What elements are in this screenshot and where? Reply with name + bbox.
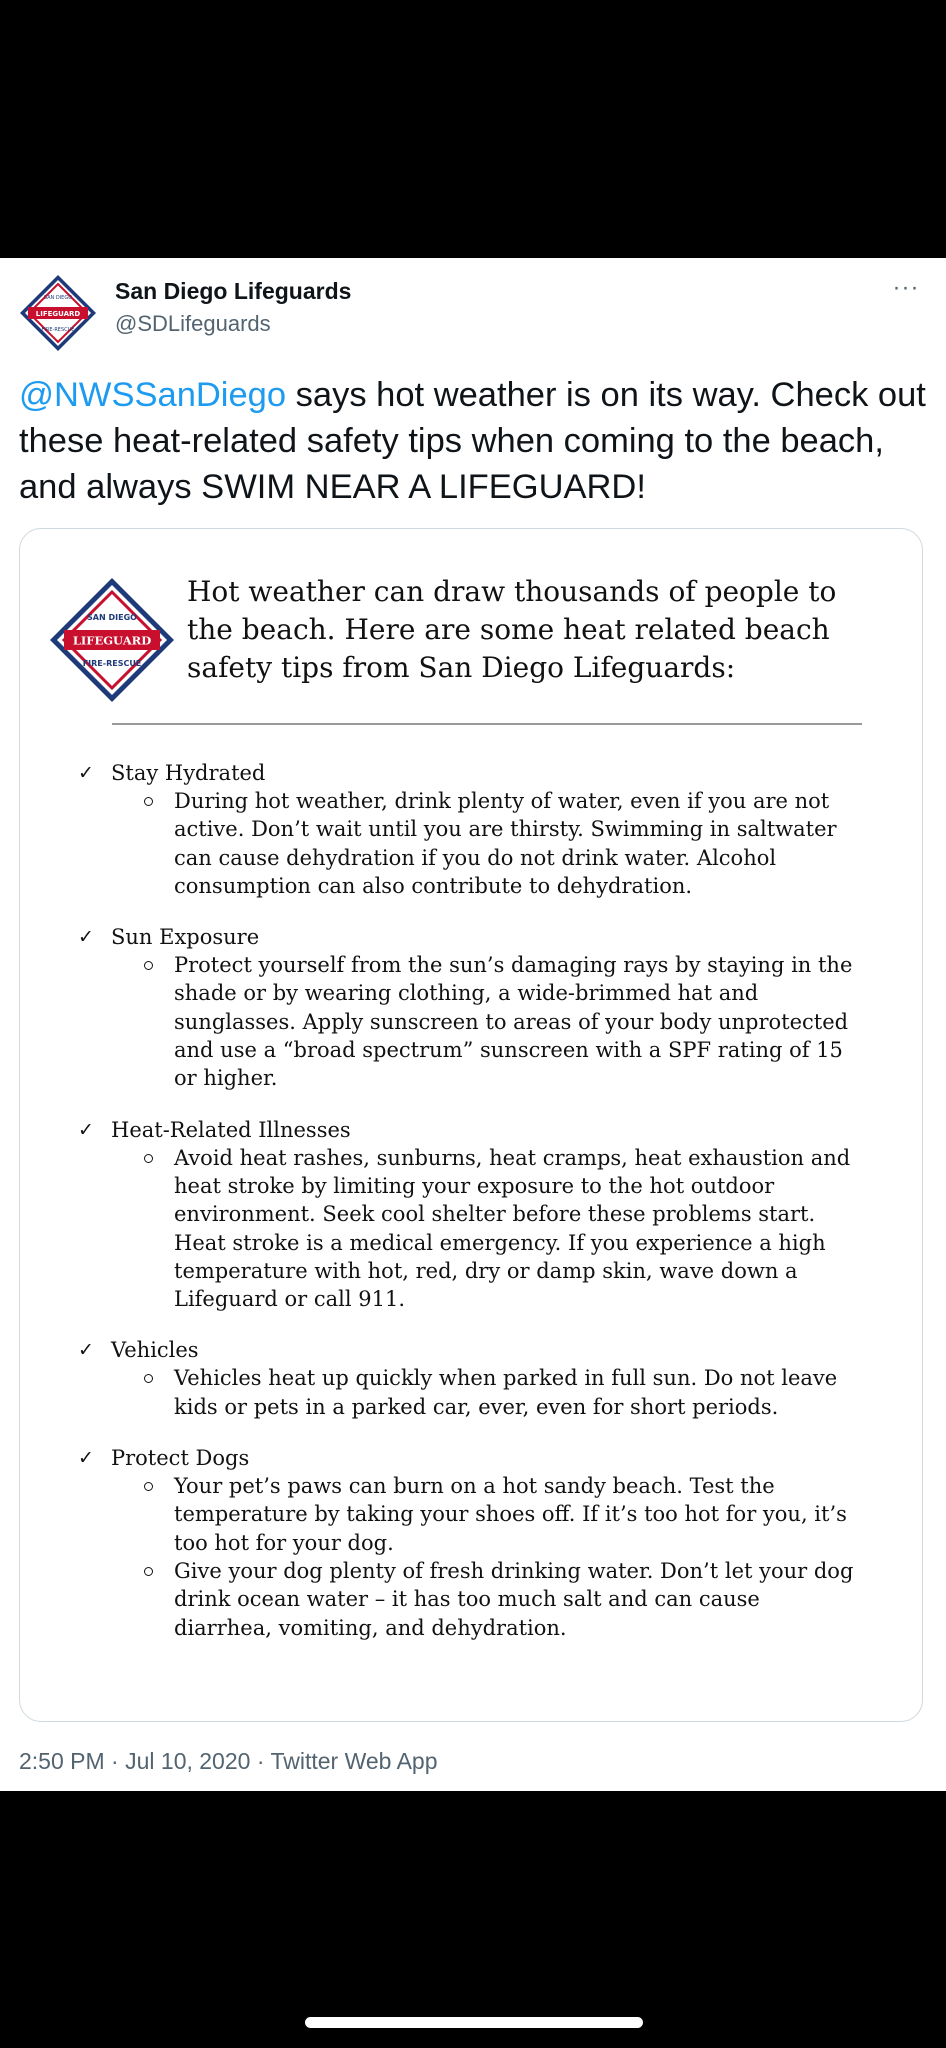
- bullet-circle-icon: [144, 961, 153, 970]
- tip-section: [20, 1116, 923, 1314]
- tip-bullet-text: Protect yourself from the sun’s damaging rays by staying in the shade or by wearing clothing, a wide-brimmed hat and sunglasses. Apply sunscreen to areas of your body unprotected and use a “broad spectrum” sunscreen with a SPF rating of 15 or higher.: [174, 953, 853, 1091]
- author-handle[interactable]: @SDLifeguards: [115, 311, 271, 336]
- svg-text:LIFEGUARD: LIFEGUARD: [35, 310, 81, 318]
- separator: ·: [250, 1748, 271, 1774]
- tip-section-title: [20, 1116, 923, 1144]
- tweet-body: says hot weather is on its way. Check out these heat-related safety tips when coming to the beach, and always SWIM NEAR A LIFEGUARD!: [19, 376, 926, 506]
- checkmark-icon: ✓: [78, 762, 94, 784]
- card-intro-text: Hot weather can draw thousands of people to the beach. Here are some heat related beach safety tips from San Diego Lifeguards:: [187, 575, 837, 684]
- tip-bullets: [20, 787, 923, 900]
- tweet-text: [19, 372, 929, 510]
- tip-section: [20, 1336, 923, 1421]
- svg-text:SAN DIEGO: SAN DIEGO: [43, 295, 73, 301]
- checkmark-icon: ✓: [78, 1447, 94, 1470]
- bullet-circle-icon: [144, 1154, 153, 1163]
- tip-bullet-text: During hot weather, drink plenty of water, even if you are not active. Don’t wait until you are thirsty. Swimming in saltwater can cause dehydration if you do not drink water. Alcohol consumption can also contribute to dehydration.: [174, 789, 837, 898]
- home-indicator: [305, 2017, 643, 2028]
- tweet-source: Twitter Web App: [270, 1748, 438, 1774]
- tip-bullet: [20, 1364, 923, 1421]
- tweet-date[interactable]: Jul 10, 2020: [125, 1748, 251, 1774]
- tip-bullet: [20, 951, 923, 1092]
- tweet-timestamp: [19, 1748, 438, 1775]
- tip-title-text: Heat-Related Illnesses: [111, 1117, 351, 1142]
- tip-bullet-text: Your pet’s paws can burn on a hot sandy beach. Test the temperature by taking your shoes off. If it’s too hot for you, it’s too hot for your dog.: [174, 1474, 847, 1555]
- checkmark-icon: ✓: [78, 1339, 94, 1362]
- tip-bullets: [20, 1364, 923, 1421]
- lifeguard-logo-icon: [18, 273, 98, 353]
- divider: [112, 723, 862, 725]
- svg-text:SAN DIEGO: SAN DIEGO: [87, 613, 137, 622]
- svg-text:FIRE-RESCUE: FIRE-RESCUE: [41, 327, 75, 333]
- tip-bullets: [20, 951, 923, 1092]
- avatar[interactable]: [18, 273, 98, 353]
- checkmark-icon: ✓: [78, 926, 94, 949]
- tip-section-title: [20, 1336, 923, 1364]
- mention-link[interactable]: @NWSSanDiego: [19, 376, 287, 414]
- tip-bullet: [20, 1557, 923, 1642]
- checkmark-icon: ✓: [78, 1118, 94, 1141]
- tip-bullet-text: Avoid heat rashes, sunburns, heat cramps, heat exhaustion and heat stroke by limiting your exposure to the hot outdoor environment. Seek cool shelter before these problems start. Heat stroke is a medical emergency. If you experience a high temperature with hot, red, dry or damp skin, wave down a Lifeguard or call 911.: [174, 1145, 851, 1312]
- tip-bullet: [20, 1472, 923, 1557]
- tip-title-text: Stay Hydrated: [111, 761, 266, 785]
- status-bar-area: [0, 0, 946, 258]
- attached-image-card[interactable]: [19, 528, 923, 1722]
- svg-text:LIFEGUARD: LIFEGUARD: [72, 633, 152, 648]
- tip-section-title: [20, 1444, 923, 1472]
- tip-section: [20, 923, 923, 1092]
- separator: ·: [104, 1748, 126, 1774]
- svg-text:FIRE-RESCUE: FIRE-RESCUE: [82, 659, 142, 668]
- more-options-icon[interactable]: ···: [892, 274, 920, 301]
- tip-bullets: [20, 1472, 923, 1642]
- tip-title-text: Protect Dogs: [111, 1446, 250, 1471]
- tip-title-text: Vehicles: [111, 1338, 199, 1363]
- tip-section: [20, 759, 923, 900]
- author-name[interactable]: San Diego Lifeguards: [115, 278, 352, 304]
- bullet-circle-icon: [144, 1374, 153, 1383]
- tip-bullet-text: Vehicles heat up quickly when parked in full sun. Do not leave kids or pets in a parked car, ever, even for short periods.: [174, 1366, 838, 1419]
- tip-bullet-text: Give your dog plenty of fresh drinking water. Don’t let your dog drink ocean water – it has too much salt and can cause diarrhea, vomiting, and dehydration.: [174, 1558, 854, 1640]
- tweet-time[interactable]: 2:50 PM: [19, 1748, 105, 1774]
- tip-section: [20, 1444, 923, 1642]
- tip-bullets: [20, 1144, 923, 1314]
- bullet-circle-icon: [144, 1567, 153, 1576]
- bullet-circle-icon: [144, 797, 153, 806]
- bullet-circle-icon: [144, 1482, 153, 1491]
- tip-section-title: [20, 923, 923, 951]
- tip-section-title: [20, 759, 923, 787]
- safety-tips-list: [20, 759, 923, 1665]
- tip-bullet: [20, 1144, 923, 1314]
- tip-bullet: [20, 787, 923, 900]
- tip-title-text: Sun Exposure: [111, 925, 260, 950]
- lifeguard-logo-icon: [48, 576, 176, 704]
